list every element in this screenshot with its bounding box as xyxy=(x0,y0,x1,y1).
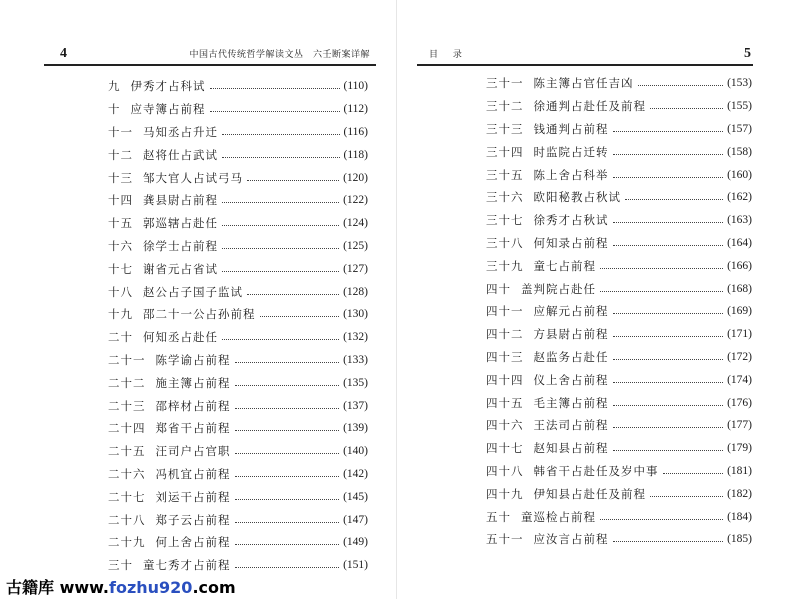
right-page-header-title: 目 录 xyxy=(429,50,468,60)
toc-entry-page: (112) xyxy=(343,103,368,116)
toc-entry-number: 三十五 xyxy=(486,167,524,182)
toc-entry-number: 四十五 xyxy=(486,395,524,410)
toc-entry-number: 十一 xyxy=(108,124,133,139)
toc-entry-number: 三十八 xyxy=(486,235,524,250)
toc-dot-leader xyxy=(235,475,340,477)
toc-dot-leader xyxy=(613,176,724,178)
toc-entry-title: 欧阳秘教占秋试 xyxy=(533,190,621,205)
toc-entry-page: (124) xyxy=(343,217,368,230)
toc-dot-leader xyxy=(222,156,340,158)
toc-entry xyxy=(108,485,368,508)
toc-entry-title: 冯机宜占前程 xyxy=(155,466,231,481)
toc-dot-leader xyxy=(235,452,340,454)
toc-entry-number: 三十二 xyxy=(486,99,524,114)
toc-entry-title: 施主簿占前程 xyxy=(155,375,231,390)
toc-entry xyxy=(108,189,368,212)
toc-entry-title: 郑省干占前程 xyxy=(155,421,231,436)
toc-entry xyxy=(108,531,368,554)
toc-entry-number: 四十二 xyxy=(486,327,524,342)
toc-entry-page: (125) xyxy=(343,239,368,252)
toc-entry-page: (116) xyxy=(343,125,368,138)
toc-entry-title: 陈学谕占前程 xyxy=(155,352,231,367)
toc-entry xyxy=(108,371,368,394)
right-page-number: 5 xyxy=(744,46,751,61)
toc-entry-page: (177) xyxy=(727,419,752,432)
toc-entry-title: 何上舍占前程 xyxy=(155,535,231,550)
toc-entry xyxy=(486,323,752,346)
toc-entry-title: 赵将仕占武试 xyxy=(143,147,218,162)
toc-entry-page: (155) xyxy=(727,100,752,113)
right-page xyxy=(397,0,793,599)
toc-dot-leader xyxy=(210,87,340,89)
toc-entry-number: 二十四 xyxy=(108,421,146,436)
toc-entry-title: 赵监务占赴任 xyxy=(533,349,609,364)
toc-dot-leader xyxy=(235,429,340,431)
toc-entry-number: 二十六 xyxy=(108,466,146,481)
toc-dot-leader xyxy=(222,201,339,203)
toc-entry-page: (147) xyxy=(343,513,368,526)
toc-entry-title: 邵二十一公占孙前程 xyxy=(143,307,256,322)
right-toc-list xyxy=(486,72,752,551)
toc-entry-number: 二十 xyxy=(108,330,133,345)
toc-entry xyxy=(108,303,368,326)
toc-dot-leader xyxy=(613,221,724,223)
toc-entry-title: 时监院占迁转 xyxy=(533,144,609,159)
toc-entry-number: 三十 xyxy=(108,558,133,573)
toc-entry-number: 四十九 xyxy=(486,486,524,501)
toc-entry-title: 何知丞占赴任 xyxy=(143,330,218,345)
toc-entry xyxy=(108,212,368,235)
toc-entry-number: 三十三 xyxy=(486,121,524,136)
toc-entry-page: (135) xyxy=(343,376,368,389)
toc-dot-leader xyxy=(613,335,724,337)
toc-entry-page: (164) xyxy=(727,236,752,249)
toc-entry xyxy=(108,75,368,98)
toc-dot-leader xyxy=(222,338,339,340)
toc-entry xyxy=(486,528,752,551)
toc-dot-leader xyxy=(613,358,724,360)
toc-entry xyxy=(108,143,368,166)
toc-entry-number: 三十四 xyxy=(486,144,524,159)
toc-dot-leader xyxy=(600,290,723,292)
toc-entry-page: (140) xyxy=(343,445,368,458)
toc-entry xyxy=(486,209,752,232)
toc-entry xyxy=(108,417,368,440)
toc-entry-page: (182) xyxy=(727,487,752,500)
toc-entry-title: 郭巡辖占赴任 xyxy=(143,216,218,231)
toc-entry-page: (142) xyxy=(343,467,368,480)
toc-entry-number: 十二 xyxy=(108,147,133,162)
toc-entry xyxy=(108,349,368,372)
watermark-prefix: 古籍库 www. xyxy=(6,578,109,597)
toc-entry-number: 二十二 xyxy=(108,375,146,390)
toc-entry xyxy=(486,391,752,414)
toc-entry xyxy=(486,140,752,163)
toc-dot-leader xyxy=(247,179,339,181)
toc-entry-page: (169) xyxy=(727,305,752,318)
toc-entry-number: 十五 xyxy=(108,216,133,231)
toc-entry-page: (158) xyxy=(727,145,752,158)
toc-entry-number: 三十六 xyxy=(486,190,524,205)
toc-dot-leader xyxy=(210,110,340,112)
toc-dot-leader xyxy=(663,472,724,474)
toc-entry-number: 二十一 xyxy=(108,352,146,367)
toc-entry-title: 应寺簿占前程 xyxy=(130,102,206,117)
toc-entry xyxy=(486,482,752,505)
toc-dot-leader xyxy=(222,270,339,272)
toc-entry-number: 四十七 xyxy=(486,441,524,456)
toc-dot-leader xyxy=(625,198,723,200)
toc-entry-number: 五十一 xyxy=(486,532,524,547)
toc-entry-page: (157) xyxy=(727,122,752,135)
toc-entry-number: 十三 xyxy=(108,170,133,185)
toc-entry xyxy=(108,554,368,577)
toc-entry xyxy=(108,98,368,121)
toc-entry-page: (139) xyxy=(343,422,368,435)
toc-entry xyxy=(486,277,752,300)
toc-entry xyxy=(486,346,752,369)
left-page-number: 4 xyxy=(60,46,67,61)
toc-entry xyxy=(108,394,368,417)
toc-entry-title: 郑子云占前程 xyxy=(155,512,231,527)
watermark-highlight: fozhu920 xyxy=(108,578,193,597)
toc-entry-page: (127) xyxy=(343,262,368,275)
toc-entry-page: (168) xyxy=(727,282,752,295)
toc-entry xyxy=(486,505,752,528)
toc-entry-page: (145) xyxy=(343,490,368,503)
toc-entry-number: 十九 xyxy=(108,307,133,322)
toc-entry-title: 伊秀才占科试 xyxy=(130,79,206,94)
toc-entry-title: 毛主簿占前程 xyxy=(533,395,609,410)
toc-dot-leader xyxy=(235,361,340,363)
toc-entry xyxy=(108,508,368,531)
watermark-suffix: .com xyxy=(192,578,236,597)
toc-entry-number: 三十九 xyxy=(486,258,524,273)
toc-entry-number: 九 xyxy=(108,79,121,94)
left-page xyxy=(0,0,396,599)
toc-entry-page: (128) xyxy=(343,285,368,298)
toc-dot-leader xyxy=(613,540,724,542)
toc-entry-number: 二十七 xyxy=(108,489,146,504)
toc-dot-leader xyxy=(638,84,724,86)
toc-entry-page: (133) xyxy=(343,353,368,366)
toc-dot-leader xyxy=(600,518,723,520)
toc-dot-leader xyxy=(650,495,723,497)
toc-entry-number: 二十八 xyxy=(108,512,146,527)
toc-entry-page: (162) xyxy=(727,191,752,204)
toc-entry-number: 四十 xyxy=(486,281,511,296)
toc-dot-leader xyxy=(613,426,724,428)
toc-entry xyxy=(486,368,752,391)
toc-dot-leader xyxy=(260,315,340,317)
toc-entry-title: 应汝言占前程 xyxy=(533,532,609,547)
toc-dot-leader xyxy=(613,130,724,132)
toc-entry-number: 四十一 xyxy=(486,304,524,319)
left-toc-list xyxy=(108,75,368,577)
toc-entry-page: (149) xyxy=(343,536,368,549)
toc-entry-page: (176) xyxy=(727,396,752,409)
toc-dot-leader xyxy=(613,244,724,246)
toc-entry xyxy=(108,257,368,280)
toc-entry-number: 五十 xyxy=(486,509,511,524)
toc-entry-title: 应解元占前程 xyxy=(533,304,609,319)
toc-entry-page: (179) xyxy=(727,442,752,455)
left-page-header-title: 中国古代传统哲学解读文丛 六壬断案详解 xyxy=(189,50,370,60)
toc-entry-page: (130) xyxy=(343,308,368,321)
toc-entry-number: 二十三 xyxy=(108,398,146,413)
toc-entry-page: (118) xyxy=(343,148,368,161)
toc-dot-leader xyxy=(613,404,724,406)
toc-entry-title: 王法司占前程 xyxy=(533,418,609,433)
toc-dot-leader xyxy=(650,107,723,109)
toc-entry xyxy=(108,440,368,463)
toc-entry xyxy=(486,414,752,437)
toc-entry-title: 童七秀才占前程 xyxy=(143,558,231,573)
toc-dot-leader xyxy=(235,566,340,568)
toc-entry xyxy=(486,95,752,118)
toc-entry-title: 邹大官人占试弓马 xyxy=(143,170,243,185)
toc-dot-leader xyxy=(247,293,339,295)
toc-entry-page: (185) xyxy=(727,533,752,546)
toc-entry xyxy=(108,280,368,303)
toc-dot-leader xyxy=(235,498,340,500)
toc-entry-title: 方县尉占前程 xyxy=(533,327,609,342)
toc-entry-number: 四十三 xyxy=(486,349,524,364)
toc-entry-page: (184) xyxy=(727,510,752,523)
toc-entry-title: 童巡检占前程 xyxy=(521,509,596,524)
toc-entry-page: (132) xyxy=(343,331,368,344)
toc-entry-title: 韩省干占赴任及岁中事 xyxy=(533,463,659,478)
toc-entry xyxy=(108,166,368,189)
toc-dot-leader xyxy=(613,381,724,383)
toc-entry-title: 盖判院占赴任 xyxy=(521,281,596,296)
toc-entry-page: (160) xyxy=(727,168,752,181)
toc-entry-number: 十 xyxy=(108,102,121,117)
toc-entry xyxy=(486,72,752,95)
toc-entry-number: 二十五 xyxy=(108,444,146,459)
toc-dot-leader xyxy=(235,521,340,523)
toc-entry-title: 邵梓材占前程 xyxy=(155,398,231,413)
toc-entry-title: 刘运干占前程 xyxy=(155,489,231,504)
toc-dot-leader xyxy=(613,312,724,314)
toc-dot-leader xyxy=(613,449,724,451)
toc-entry xyxy=(108,235,368,258)
toc-entry xyxy=(486,118,752,141)
toc-entry-number: 十八 xyxy=(108,284,133,299)
toc-entry-page: (166) xyxy=(727,259,752,272)
toc-entry-number: 十四 xyxy=(108,193,133,208)
right-page-header xyxy=(417,42,753,66)
toc-entry-page: (120) xyxy=(343,171,368,184)
toc-entry-number: 四十八 xyxy=(486,463,524,478)
toc-entry-page: (174) xyxy=(727,373,752,386)
toc-dot-leader xyxy=(222,247,339,249)
toc-entry-number: 二十九 xyxy=(108,535,146,550)
toc-entry-title: 何知录占前程 xyxy=(533,235,609,250)
toc-entry xyxy=(486,254,752,277)
toc-entry-page: (151) xyxy=(343,559,368,572)
toc-entry-title: 赵知县占前程 xyxy=(533,441,609,456)
toc-entry xyxy=(108,326,368,349)
toc-entry-title: 马知丞占升迁 xyxy=(143,124,218,139)
toc-dot-leader xyxy=(222,224,339,226)
toc-entry-title: 陈主簿占官任吉凶 xyxy=(533,76,634,91)
toc-entry-page: (171) xyxy=(727,328,752,341)
toc-entry-page: (153) xyxy=(727,77,752,90)
toc-entry xyxy=(486,460,752,483)
toc-entry xyxy=(486,232,752,255)
toc-entry-page: (110) xyxy=(343,80,368,93)
toc-entry-title: 陈上舍占科举 xyxy=(533,167,609,182)
toc-entry xyxy=(486,300,752,323)
toc-entry-title: 童七占前程 xyxy=(533,258,596,273)
toc-dot-leader xyxy=(613,153,724,155)
toc-entry-page: (163) xyxy=(727,214,752,227)
toc-entry-number: 四十六 xyxy=(486,418,524,433)
toc-entry-page: (122) xyxy=(343,194,368,207)
toc-dot-leader xyxy=(235,407,340,409)
toc-entry xyxy=(108,121,368,144)
toc-entry-title: 徐通判占赴任及前程 xyxy=(533,99,646,114)
toc-entry-page: (137) xyxy=(343,399,368,412)
left-page-header xyxy=(44,42,376,66)
toc-entry-number: 三十七 xyxy=(486,213,524,228)
toc-entry-page: (181) xyxy=(727,464,752,477)
toc-entry xyxy=(486,163,752,186)
toc-entry-title: 钱通判占前程 xyxy=(533,121,609,136)
toc-entry-number: 三十一 xyxy=(486,76,524,91)
toc-entry-title: 汪司户占官职 xyxy=(155,444,231,459)
toc-entry-page: (172) xyxy=(727,350,752,363)
toc-dot-leader xyxy=(222,133,340,135)
toc-dot-leader xyxy=(235,543,340,545)
toc-entry-title: 龚县尉占前程 xyxy=(143,193,218,208)
toc-entry-title: 仪上舍占前程 xyxy=(533,372,609,387)
toc-entry-title: 徐秀才占秋试 xyxy=(533,213,609,228)
toc-dot-leader xyxy=(600,267,723,269)
toc-entry-number: 十六 xyxy=(108,238,133,253)
toc-entry-title: 赵公占子国子监试 xyxy=(143,284,243,299)
toc-entry-title: 伊知县占赴任及前程 xyxy=(533,486,646,501)
toc-entry-title: 谢省元占省试 xyxy=(143,261,218,276)
toc-entry-number: 四十四 xyxy=(486,372,524,387)
toc-entry-title: 徐学士占前程 xyxy=(143,238,218,253)
toc-entry xyxy=(486,186,752,209)
toc-dot-leader xyxy=(235,384,340,386)
toc-entry xyxy=(486,437,752,460)
site-watermark xyxy=(6,575,236,598)
toc-entry-number: 十七 xyxy=(108,261,133,276)
toc-entry xyxy=(108,463,368,486)
